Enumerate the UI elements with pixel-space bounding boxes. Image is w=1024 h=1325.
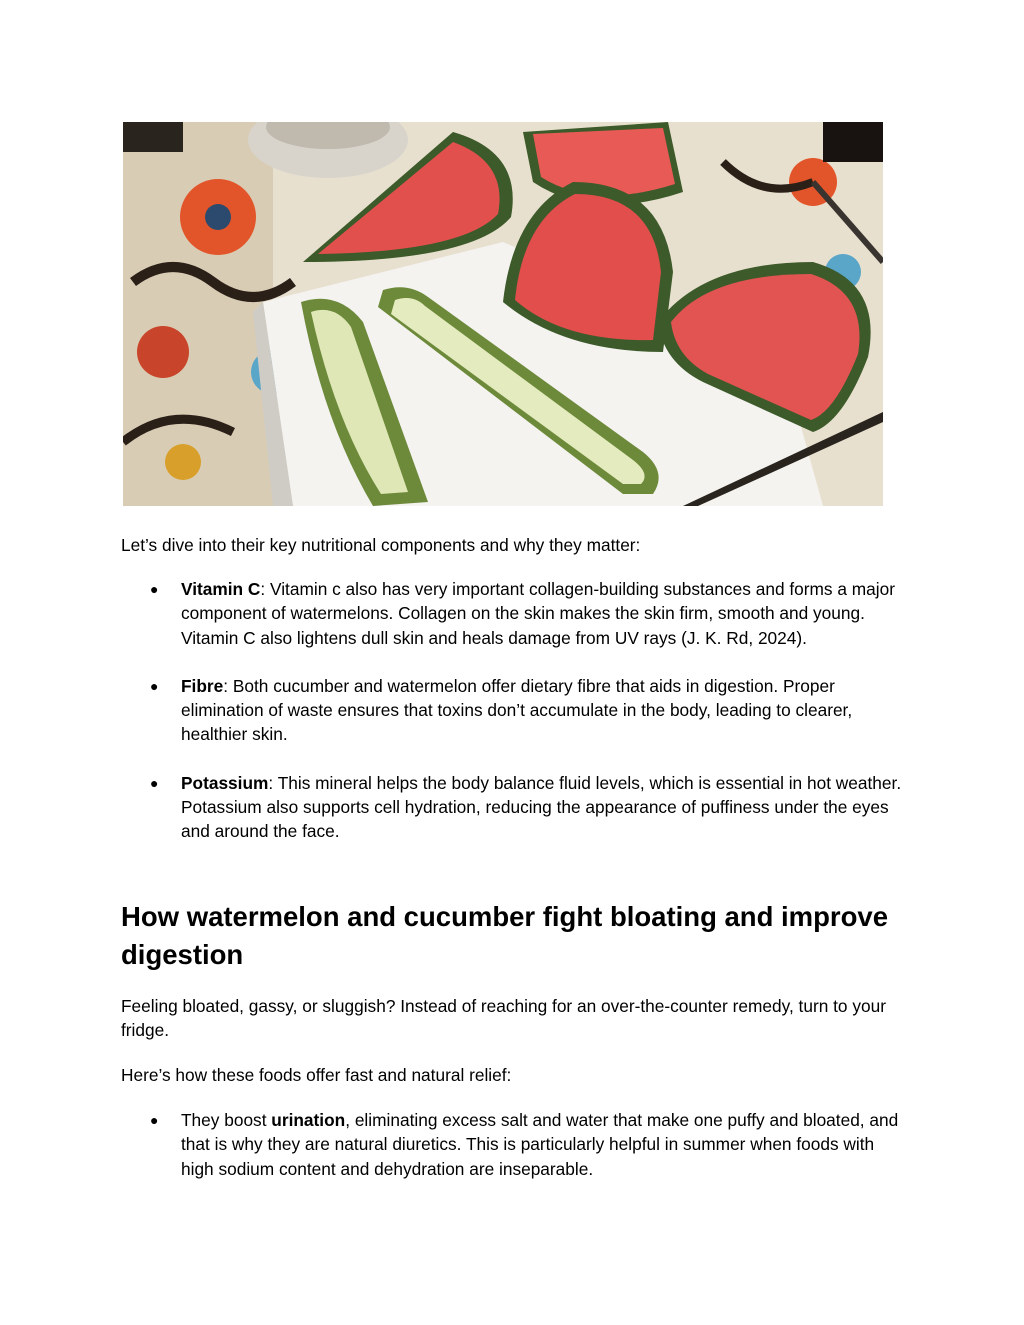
bullet-icon: ● [150, 774, 159, 791]
paragraph: Here’s how these foods offer fast and natural relief: [121, 1065, 512, 1085]
list-item [0, 577, 906, 650]
list-item [0, 771, 906, 844]
relief-text-after: , eliminating excess salt and water that make one puffy and bloated, and that is why they are natural diuretics. This is particularly helpful in summer when foods with high sodium content and dehydration are inseparable. [181, 1110, 899, 1179]
list-item [0, 674, 906, 747]
nutrient-term: Fibre [181, 675, 224, 696]
nutrient-text: : Both cucumber and watermelon offer dietary fibre that aids in digestion. Proper elimination of waste ensures that toxins don’t accumulate in the body, leading to clearer, healthier skin. [181, 675, 853, 745]
section-heading: How watermelon and cucumber fight bloating and improve digestion [121, 901, 889, 970]
bullet-icon: ● [150, 581, 159, 597]
bullet-icon: ● [150, 1112, 159, 1128]
nutrient-text: : This mineral helps the body balance fluid levels, which is essential in hot weather. Potassium also supports cell hydration, reducing the appearance of puffiness under the eyes and around the face. [181, 772, 902, 842]
relief-bold-term: urination [271, 1110, 346, 1130]
relief-list [0, 1108, 1024, 1181]
nutrient-term: Vitamin C [181, 579, 261, 599]
bullet-icon: ● [150, 677, 159, 694]
intro-paragraph: Let’s dive into their key nutritional components and why they matter: [121, 535, 641, 555]
nutrient-text: : Vitamin c also has very important collagen-building substances and forms a major component of watermelons. Collagen on the skin makes the skin firm, smooth and young. Vitamin C also lightens dull skin and heals damage from UV rays (J. K. Rd, 2024). [181, 579, 895, 648]
list-item [0, 1108, 906, 1181]
nutrient-term: Potassium [181, 772, 269, 793]
watermelon-cucumber-photo [123, 122, 883, 506]
paragraph: Feeling bloated, gassy, or sluggish? Instead of reaching for an over-the-counter remedy, turn to your fridge. [121, 996, 886, 1041]
relief-text-before: They boost [181, 1110, 272, 1130]
nutrients-list [0, 577, 1024, 844]
